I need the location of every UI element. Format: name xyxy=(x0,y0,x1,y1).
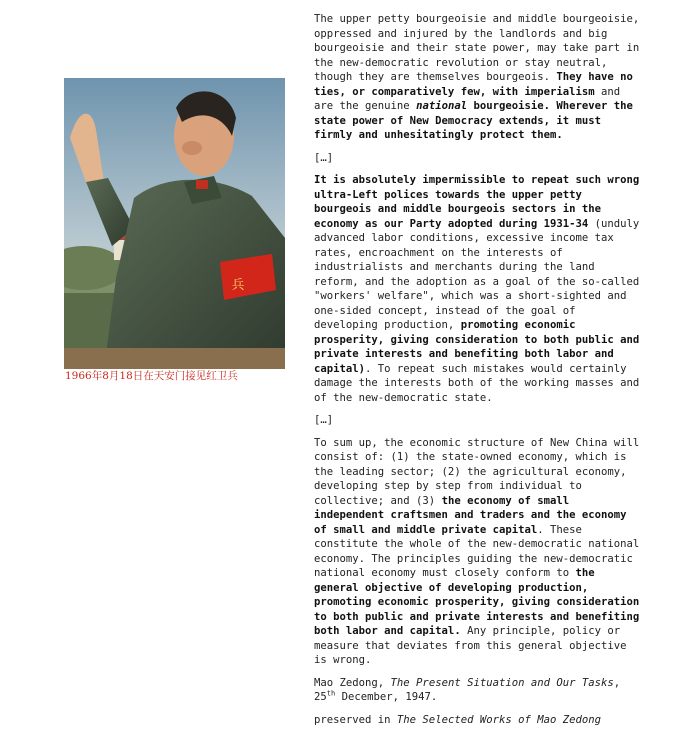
bold-span: the general objective of developing production, promoting economic prosperity, giving consideration to both public and private interests and benefiting both labor and capital. xyxy=(314,567,640,637)
text-span: (unduly advanced labor conditions, excessive income tax rates, encroachment on the interests of industrialists and merchants during the land reform, and the adoption as a goal of the so-called "workers' welfare", which was a short-sighted and one-sided concept, instead of the goal of developing production, xyxy=(314,217,640,331)
citation-ordinal: th xyxy=(326,689,336,698)
bold-span: They have no ties, or comparatively few, with imperialism xyxy=(314,71,633,98)
text-span: Any principle, policy or measure that deviates from this general objective is wrong. xyxy=(314,625,627,666)
bold-span: It is absolutely impermissible to repeat such wrong ultra-Left polices towards the upper petty bourgeois and middle bourgeois sectors in the economy as our Party adopted during 1931-34 xyxy=(314,174,640,230)
text-span: . These constitute the whole of the new-democratic national economy. The principles guiding the new-democratic national economy must closely conform to xyxy=(314,523,640,579)
citation-work: The Present Situation and Our Tasks xyxy=(390,676,614,689)
poster-illustration xyxy=(64,78,285,369)
citation-author: Mao Zedong, xyxy=(314,676,391,689)
bold-span: Wherever the state power of New Democracy extends, it must firmly and unhesitatingly protect them. xyxy=(314,100,633,141)
citation xyxy=(314,676,644,705)
paragraph-ultra-left-policies xyxy=(314,173,644,405)
preserved-in xyxy=(314,713,644,728)
citation-date: December, 1947. xyxy=(335,691,438,703)
text-span: and are the genuine xyxy=(314,85,621,112)
bold-span: the economy of small independent craftsmen and traders and the economy of small and middle private capital xyxy=(314,494,627,536)
paragraph-economic-structure xyxy=(314,436,644,668)
citation-day: , 25 xyxy=(314,676,621,703)
mao-poster-image xyxy=(64,78,285,383)
bold-span: bourgeoisie. xyxy=(467,100,551,112)
preserved-work: The Selected Works of Mao Zedong xyxy=(396,713,602,726)
bold-span: promoting economic prosperity, giving consideration to both public and private interests and benefiting both labor and capital) xyxy=(314,319,640,375)
text-span: . To repeat such mistakes would certainly damage the interests both of the working masses and of the new-democratic state. xyxy=(314,362,640,404)
text-span: The upper petty bourgeoisie and middle bourgeoisie, oppressed and injured by the landlords and big bourgeoisie and their state power, may take part in the new-democratic revolution or stay neutral, though they are themselves bourgeois. xyxy=(314,13,640,83)
preserved-prefix: preserved in xyxy=(314,713,397,726)
quote-text xyxy=(314,12,644,735)
poster-caption: 1966年8月18日在天安门接见红卫兵 xyxy=(65,370,238,382)
ellipsis: […] xyxy=(314,414,334,426)
paragraph-national-bourgeoisie xyxy=(314,12,644,143)
ellipsis: […] xyxy=(314,151,334,164)
armband-character: 兵 xyxy=(231,278,245,293)
text-span: To sum up, the economic structure of New China will consist of: (1) the state-owned economy, which is the leading sector; (2) the agricultural economy, developing step by step from individual to collective; and (3) xyxy=(314,436,640,507)
italic-bold-span: national xyxy=(416,100,468,112)
